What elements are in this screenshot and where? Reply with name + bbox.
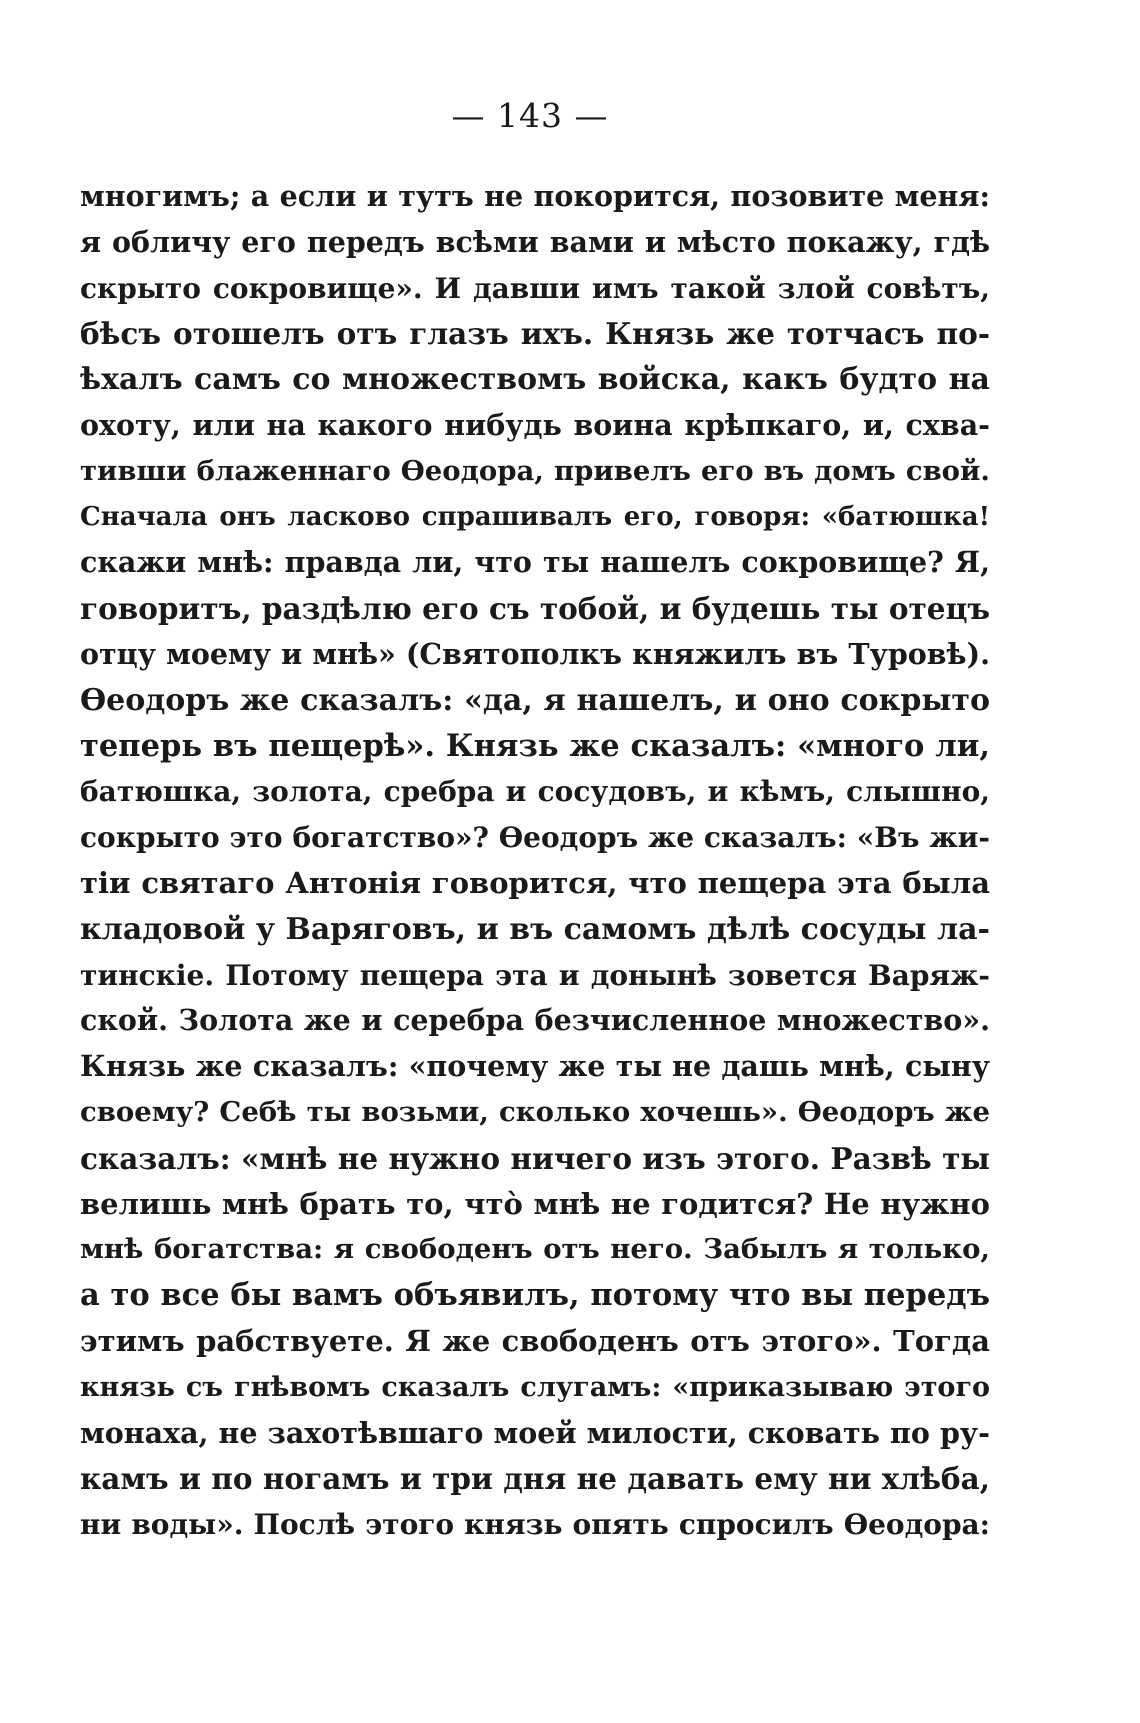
- text-line: ѣхалъ самъ со множествомъ войска, какъ будто на: [80, 362, 990, 398]
- text-line: тивши блаженнаго Ѳеодора, привелъ его въ домъ свой.: [80, 454, 990, 487]
- text-line: тинскіе. Потому пещера эта и донынѣ зовется Варяж-: [80, 958, 990, 992]
- text-line: сказалъ: «мнѣ не нужно ничего изъ этого. Развѣ ты: [80, 1140, 990, 1176]
- text-line: велишь мнѣ брать то, что̀ мнѣ не годится? Не нужно: [80, 1186, 990, 1221]
- text-line: теперь въ пещерѣ». Князь же сказалъ: «много ли,: [80, 727, 990, 764]
- text-line: Сначала онъ ласково спрашивалъ его, говоря: «батюшка!: [80, 501, 990, 532]
- text-line: камъ и по ногамъ и три дня не давать ему ни хлѣба,: [80, 1461, 990, 1497]
- page-number: — 143 —: [451, 96, 609, 135]
- text-line: своему? Себѣ ты возьми, сколько хочешь». Ѳеодоръ же: [80, 1095, 990, 1128]
- text-line: бѣсъ отошелъ отъ глазъ ихъ. Князь же тотчасъ по-: [80, 316, 990, 352]
- text-line: батюшка, золота, сребра и сосудовъ, и кѣмъ, слышно,: [80, 775, 990, 809]
- text-line: этимъ рабствуете. Я же свободенъ отъ этого». Тогда: [80, 1323, 990, 1358]
- text-line: охоту, или на какого нибудь воина крѣпкаго, и, схва-: [80, 407, 990, 442]
- text-line: скажи мнѣ: правда ли, что ты нашелъ сокровище? Я,: [80, 545, 990, 580]
- text-line: князь съ гнѣвомъ сказалъ слугамъ: «приказываю этого: [80, 1371, 990, 1403]
- text-line: отцу моему и мнѣ» (Святополкъ княжилъ въ Туровѣ).: [80, 636, 990, 671]
- text-line: тіи святаго Антонія говорится, что пещера эта была: [80, 865, 990, 900]
- text-line: многимъ; а если и тутъ не покорится, позовите меня:: [80, 179, 990, 213]
- text-line: монаха, не захотѣвшаго моей милости, сковать по ру-: [80, 1415, 990, 1450]
- text-line: мнѣ богатства: я свободенъ отъ него. Забылъ я только,: [80, 1233, 990, 1266]
- text-line: говоритъ, раздѣлю его съ тобой, и будешь ты отецъ: [80, 591, 990, 627]
- text-line: Ѳеодоръ же сказалъ: «да, я нашелъ, и оно сокрыто: [80, 682, 990, 718]
- text-line: скрыто сокровище». И давши имъ такой злой совѣтъ,: [80, 271, 990, 305]
- text-line: Князь же сказалъ: «почему же ты не дашь мнѣ, сыну: [80, 1049, 990, 1084]
- text-line: кладовой у Варяговъ, и въ самомъ дѣлѣ сосуды ла-: [80, 911, 990, 947]
- text-line: сокрыто это богатство»? Ѳеодоръ же сказалъ: «Въ жи-: [80, 821, 990, 855]
- text-line: ни воды». Послѣ этого князь опять спросилъ Ѳеодора:: [80, 1508, 990, 1542]
- text-line: ской. Золота же и серебра безчисленное множество».: [80, 1003, 990, 1038]
- text-line: а то все бы вамъ объявилъ, потому что вы передъ: [80, 1277, 990, 1314]
- text-line: я обличу его передъ всѣми вами и мѣсто покажу, гдѣ: [80, 224, 990, 259]
- body-text: [80, 174, 990, 1548]
